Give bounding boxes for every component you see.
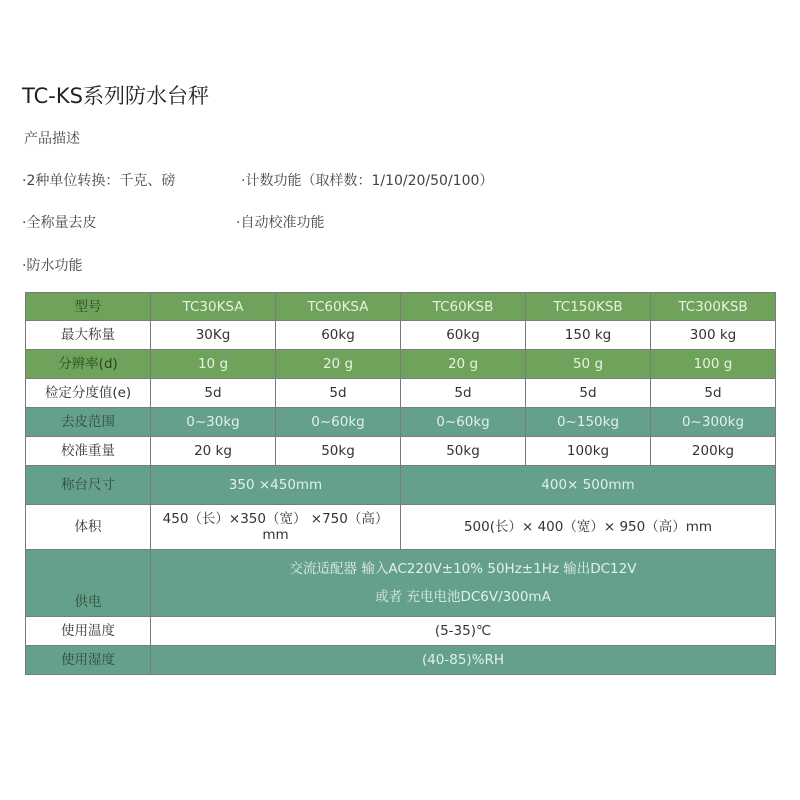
table-cell: 5d [526, 379, 651, 408]
model-cell: TC150KSB [526, 293, 651, 321]
table-cell: 0~60kg [276, 408, 401, 437]
table-row-power [26, 550, 776, 617]
table-row-model [26, 293, 776, 321]
table-row-tare-range [26, 408, 776, 437]
table-cell: 60kg [401, 321, 526, 350]
feature-counting: ·计数功能（取样数：1/10/20/50/100） [241, 173, 494, 189]
row-label-verification: 检定分度值(e) [26, 379, 151, 408]
row-label-temperature: 使用温度 [26, 617, 151, 646]
table-cell: 20 g [401, 350, 526, 379]
table-cell: 0~150kg [526, 408, 651, 437]
table-cell: 200kg [651, 437, 776, 466]
model-cell: TC30KSA [151, 293, 276, 321]
model-cell: TC60KSB [401, 293, 526, 321]
table-row-max-capacity [26, 321, 776, 350]
row-label-volume: 体积 [26, 505, 151, 550]
model-cell: TC300KSB [651, 293, 776, 321]
row-label-max-capacity: 最大称量 [26, 321, 151, 350]
table-cell: 450（长）×350（宽） ×750（高） mm [151, 505, 401, 550]
power-cell [151, 550, 776, 617]
table-cell: 0~30kg [151, 408, 276, 437]
table-row-verification [26, 379, 776, 408]
feature-unit-conversion: ·2种单位转换：千克、磅 [22, 173, 176, 189]
table-cell: 100kg [526, 437, 651, 466]
table-cell: 30Kg [151, 321, 276, 350]
table-cell: 5d [651, 379, 776, 408]
row-label-resolution: 分辨率(d) [26, 350, 151, 379]
power-line-adapter: 交流适配器 输入AC220V±10% 50Hz±1Hz 输出DC12V [289, 561, 637, 577]
feature-auto-calibration: ·自动校准功能 [236, 215, 325, 231]
table-cell: 100 g [651, 350, 776, 379]
table-cell: 150 kg [526, 321, 651, 350]
row-label-humidity: 使用湿度 [26, 646, 151, 675]
description-heading: 产品描述 [24, 131, 80, 147]
table-cell: 50kg [276, 437, 401, 466]
table-row-humidity [26, 646, 776, 675]
table-cell: 500(长）× 400（宽）× 950（高）mm [401, 505, 776, 550]
table-cell: 20 kg [151, 437, 276, 466]
table-cell: 5d [276, 379, 401, 408]
table-row-temperature [26, 617, 776, 646]
table-cell: 50 g [526, 350, 651, 379]
page-title: TC-KS系列防水台秤 [22, 84, 209, 108]
table-cell: (40-85)%RH [151, 646, 776, 675]
table-cell: 400× 500mm [401, 466, 776, 505]
feature-waterproof: ·防水功能 [22, 258, 83, 274]
table-cell: 350 ×450mm [151, 466, 401, 505]
table-row-platform [26, 466, 776, 505]
table-cell: 60kg [276, 321, 401, 350]
table-cell: 5d [401, 379, 526, 408]
table-cell: 5d [151, 379, 276, 408]
model-cell: TC60KSA [276, 293, 401, 321]
table-row-resolution [26, 350, 776, 379]
row-label-calibration: 校准重量 [26, 437, 151, 466]
table-cell: 10 g [151, 350, 276, 379]
table-cell: 20 g [276, 350, 401, 379]
table-cell: 50kg [401, 437, 526, 466]
table-cell: 300 kg [651, 321, 776, 350]
row-label-power: 供电 [26, 550, 151, 617]
spec-table [25, 292, 776, 675]
row-label-tare-range: 去皮范围 [26, 408, 151, 437]
table-cell: 0~60kg [401, 408, 526, 437]
table-cell: 0~300kg [651, 408, 776, 437]
feature-full-tare: ·全称量去皮 [22, 215, 97, 231]
table-cell: (5-35)℃ [151, 617, 776, 646]
table-row-volume [26, 505, 776, 550]
power-line-battery: 或者 充电电池DC6V/300mA [375, 589, 551, 605]
table-row-calibration [26, 437, 776, 466]
row-label-model: 型号 [26, 293, 151, 321]
row-label-platform: 称台尺寸 [26, 466, 151, 505]
